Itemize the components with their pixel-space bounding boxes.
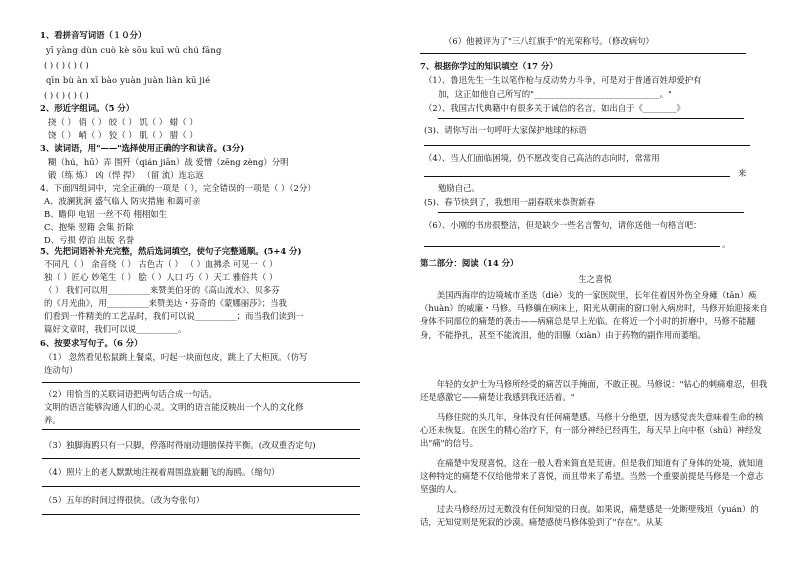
q1-title: 1、看拼音写词语（１０分） bbox=[40, 30, 147, 40]
q4-option-c: C、抱柴 翌籍 会集 折除 bbox=[44, 222, 134, 232]
answer-line[interactable] bbox=[42, 486, 360, 487]
part2-title: 第二部分：阅读（14 分） bbox=[420, 258, 519, 268]
q1-pinyin-row2: qīn bù àn xī bào yuàn juàn liàn kū jié bbox=[46, 75, 211, 85]
answer-line[interactable] bbox=[420, 53, 746, 54]
q3-row1: 糊（hú，hū）弄 围歼（qián jiān）战 爱憎（zēng zèng）分明 bbox=[48, 157, 289, 167]
q4-title: 4、下面四组词中，完全正确的一项是（ ），完全错误的一项是（ ）（2分） bbox=[40, 183, 316, 193]
q7-i1-line1: （1）、鲁迅先生一生以笔作枪与反动势力斗争，可是对于普通百姓却爱护有 bbox=[424, 75, 702, 85]
article-paragraph-1: 美国西海岸的边境城市圣迭（diè）戈的一家医院里，长年住着因外伤全身瘫（tān）痪（huàn）的威廉・马修。马修躺在病床上，阳光从朝南的窗口射入病房时，马修开始迎接来自身体不同部位的痛楚的袭击——病痛总是早上光临。在将近一个小时的折磨中，马修不能翻身，不能挣扎，甚至不能流泪，他的泪腺（xiàn）由于药物的副作用而萎缩。 bbox=[420, 290, 768, 340]
q5-title: 5、先把词语补补充完整，然后选词填空，使句子完整通顺。(5+4 分) bbox=[40, 246, 302, 256]
q6-s2-line2: 文明的语言能够沟通人们的心灵。文明的语言能反映出一个人的文化修 bbox=[44, 402, 304, 412]
q7-i6-tail: 。 bbox=[722, 239, 731, 249]
q7-i4-line1: （4）、当人们面临困境，仍不愿改变自己高洁的志向时，常常用 bbox=[424, 153, 660, 163]
article-title: 生之喜悦 bbox=[578, 274, 612, 284]
q2-row2: 饶（ ） 峭（ ） 狡（ ） 肌（ ） 腊（ ） bbox=[48, 130, 198, 140]
answer-line[interactable] bbox=[42, 429, 360, 430]
q3-title: 3、读词语，用"——"选择使用正确的字和读音。(3分) bbox=[40, 143, 245, 153]
q6-s2-line1: （2）用恰当的关联词语把两句话合成一句话。 bbox=[44, 389, 217, 399]
answer-line[interactable] bbox=[42, 514, 360, 515]
q4-option-a: A、波澜犹涧 盛气临人 防灾措施 和蔼可亲 bbox=[44, 196, 201, 206]
q5-row6: 篇好文章时，我们可以说__________。 bbox=[44, 324, 187, 334]
q1-answer-boxes-row1: ( ) ( ) ( ) ( ) bbox=[44, 60, 89, 70]
q5-row1: 不同凡（ ） 余音绕（ ） 古色古（ ） （ ）血拂杀 可见一（ ） bbox=[44, 259, 278, 269]
q7-i6-line1: （6）、小刚的书房很整洁，但是缺少一些名言警句，请你送他一句格言吧： bbox=[424, 220, 702, 230]
q5-row5: 们看到一件精美的工艺品时，我们可以说__________；而当我们读到一 bbox=[44, 311, 304, 321]
q6-s2-line3: 养。 bbox=[44, 415, 61, 425]
q6-s1-line1: （1） 忽然看见松鼠跳上餐桌，叼起一块面包皮，跳上了大柜顶。（仿写 bbox=[44, 352, 308, 362]
q2-row1: 挠（ ） 俏（ ） 皎（ ） 饥（ ） 蜡（ ） bbox=[48, 117, 198, 127]
q1-answer-boxes-row2: ( ) ( ) ( ) ( ) bbox=[44, 90, 89, 100]
q7-i5: (5)、春节快到了，我想用一副春联来恭贺新春 bbox=[424, 197, 595, 207]
answer-line[interactable] bbox=[424, 145, 750, 146]
q6-s5: （5）五年的时间过得很快。（改为夸张句） bbox=[44, 495, 205, 505]
answer-line[interactable] bbox=[424, 176, 730, 177]
q7-title: 7、根据你学过的知识填空（17 分） bbox=[420, 61, 558, 71]
answer-line[interactable] bbox=[438, 118, 744, 119]
q7-i3: (3)、请你写出一句呼吁大家保护地球的标语 bbox=[424, 125, 587, 135]
q5-row4: 的《月光曲》，用__________来赞美达・芬奇的《蒙娜丽莎》；当我 bbox=[44, 298, 287, 308]
answer-line[interactable] bbox=[42, 458, 360, 459]
q1-pinyin-row1: yī yàng dùn cuò kè sōu kuī wū chú fāng bbox=[46, 45, 222, 55]
q2-title: 2、形近字组词。（5 分） bbox=[40, 103, 135, 113]
answer-line[interactable] bbox=[424, 246, 720, 247]
answer-line[interactable] bbox=[438, 212, 744, 213]
q6-s4: （4）照片上的老人默默地注视着周围盘旋翻飞的海鸥。（缩句） bbox=[44, 467, 280, 477]
q6-s3: （3）独脚海鸥只有一只脚，停落时得扇动翅膀保持平衡。(改双重否定句) bbox=[44, 440, 316, 450]
q3-row2: 锻（练 炼） 凶（悍 捍） （留 流）连忘返 bbox=[48, 170, 204, 180]
article-paragraph-3: 马修住院的头几年，身体没有任何痛楚感。马修十分绝望，因为感觉丧失意味着生命的核心还未恢复。在医生的精心治疗下，有一部分神经已经再生，每天早上向中枢（shū）神经发出"痛"的信号。 bbox=[420, 412, 764, 449]
q6-title: 6、按要求写句子。（6 分） bbox=[40, 338, 143, 348]
q6-s1-line2: 连动句） bbox=[44, 365, 78, 375]
q5-row2: 独（ ）匠心 妙笔生（ ） 脍（ ）人口 巧（ ）天工 雅俗共（ ） bbox=[44, 272, 278, 282]
q7-i2-line1: （2）、我国古代典籍中有很多关于诚信的名言，如出自于《________》 bbox=[424, 103, 685, 113]
q4-option-d: D、亏损 停泊 出版 名誉 bbox=[44, 235, 135, 245]
q4-option-b: B、瞻仰 电钮 一丝不苟 栩栩如生 bbox=[44, 209, 168, 219]
article-paragraph-4: 在痛楚中发现喜悦，这在一般人看来简直是荒唐。但是我们知道有了身体的处境，就知道这种特定的痛楚不仅给他带来了喜悦，而且带来了希望。当然一个重要前提是马修是一个意志坚强的人。 bbox=[420, 458, 764, 495]
q6-s6: （6）他被评为了"三八红旗手"的光荣称号。（修改病句） bbox=[444, 36, 654, 46]
q7-i1-line2: 加，这正如他自己所写的"______________________________。" bbox=[438, 89, 672, 99]
answer-line[interactable] bbox=[42, 382, 360, 383]
article-paragraph-5: 过去马修经历过无数没有任何知觉的日夜。如果说，痛楚感是一处断壁残垣（yuán）的话，无知觉则是死寂的沙漠。痛楚感使马修体验到了"存在"。从某 bbox=[420, 504, 759, 528]
q7-i4-tail: 来 bbox=[738, 168, 747, 178]
article-paragraph-2: 年轻的女护士为马修所经受的痛苦以手掩面，不敢正视。马修说："钻心的刺痛难忍，但我还是感激它——痛楚让我感到我还活着。" bbox=[420, 379, 768, 403]
q5-row3: （ ） 我们可以用__________来赞美伯牙的《高山流水》、贝多芬 bbox=[44, 285, 280, 295]
q7-i4-line3: 勉励自己。 bbox=[438, 183, 480, 193]
